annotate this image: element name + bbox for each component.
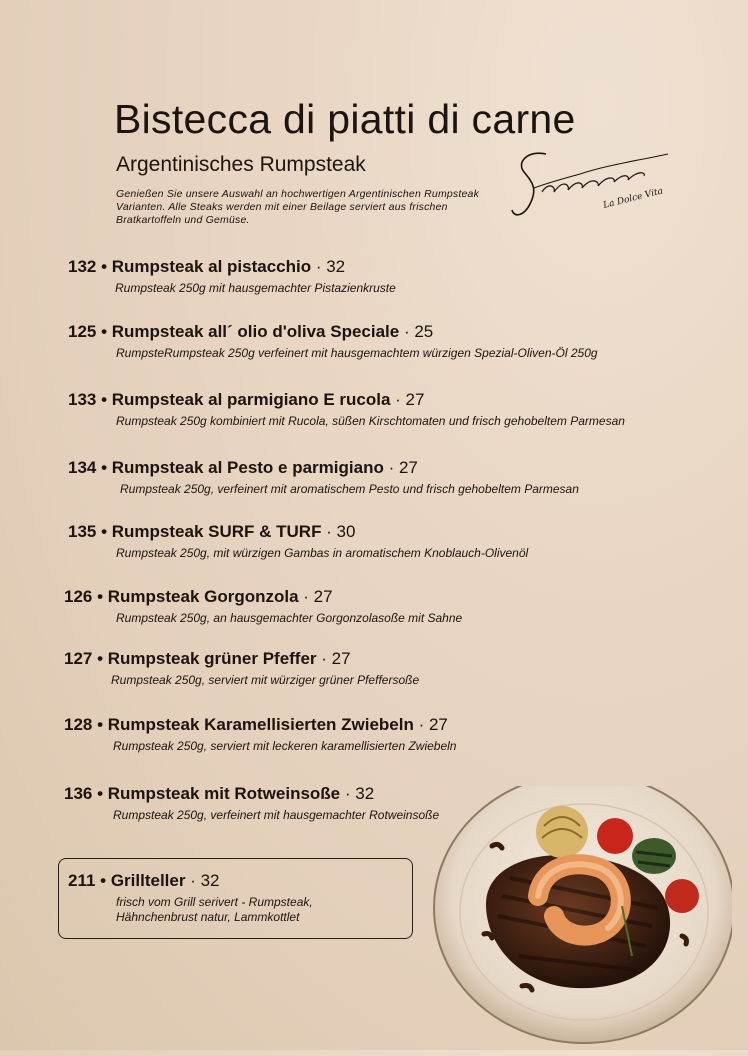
item-desc: Rumpsteak 250g, serviert mit leckeren karamellisierten Zwiebeln xyxy=(113,739,457,753)
item-name: 135 • Rumpsteak SURF & TURF xyxy=(68,522,322,541)
menu-item xyxy=(68,257,396,295)
item-desc: RumpsteRumpsteak 250g verfeinert mit hausgemachtem würzigen Spezial-Oliven-Öl 250g xyxy=(116,346,598,360)
item-name: 128 • Rumpsteak Karamellisierten Zwiebeln xyxy=(64,715,414,734)
item-desc: Rumpsteak 250g, an hausgemachter Gorgonzolasoße mit Sahne xyxy=(116,611,463,625)
item-desc: frisch vom Grill serivert - Rumpsteak, xyxy=(116,895,313,909)
intro-line: Varianten. Alle Steaks werden mit einer Beilage serviert aus frischen xyxy=(116,201,448,213)
menu-item xyxy=(68,522,528,560)
menu-item xyxy=(68,390,625,428)
item-price: · 32 xyxy=(311,257,346,276)
item-name: 134 • Rumpsteak al Pesto e parmigiano xyxy=(68,458,384,477)
item-price: · 25 xyxy=(399,322,434,341)
item-name: 126 • Rumpsteak Gorgonzola xyxy=(64,587,299,606)
item-name: 127 • Rumpsteak grüner Pfeffer xyxy=(64,649,317,668)
item-price: · 32 xyxy=(340,784,375,803)
page-subtitle: Argentinisches Rumpsteak xyxy=(116,153,366,176)
intro-line: Bratkartoffeln und Gemüse. xyxy=(116,214,250,226)
item-desc: Rumpsteak 250g, mit würzigen Gambas in aromatischem Knoblauch-Olivenöl xyxy=(116,546,529,560)
page-title: Bistecca di piatti di carne xyxy=(114,96,576,142)
menu-item xyxy=(68,458,579,496)
item-name: 136 • Rumpsteak mit Rotweinsoße xyxy=(64,784,341,803)
signature-logo xyxy=(508,148,676,226)
item-price: · 32 xyxy=(185,871,220,890)
item-name: 132 • Rumpsteak al pistacchio xyxy=(68,257,312,276)
item-price: · 27 xyxy=(316,649,351,668)
item-desc: Rumpsteak 250g, verfeinert mit aromatischem Pesto und frisch gehobeltem Parmesan xyxy=(120,482,579,496)
steak-plate-image xyxy=(432,786,732,1056)
intro-text xyxy=(116,188,516,227)
item-price: · 27 xyxy=(383,458,418,477)
item-desc: Rumpsteak 250g kombiniert mit Rucola, süßen Kirschtomaten und frisch gehobeltem Parmesan xyxy=(116,414,625,428)
signature-sub: La Dolce Vita xyxy=(602,186,665,211)
item-name: 211 • Grillteller xyxy=(68,871,186,890)
item-price: · 30 xyxy=(321,522,356,541)
item-desc: Rumpsteak 250g mit hausgemachter Pistazienkruste xyxy=(115,281,396,295)
menu-item xyxy=(68,871,313,924)
item-desc: Hähnchenbrust natur, Lammkottlet xyxy=(116,910,300,924)
menu-item xyxy=(64,784,439,822)
item-price: · 27 xyxy=(390,390,425,409)
item-price: · 27 xyxy=(298,587,333,606)
menu-item xyxy=(64,715,456,753)
item-price: · 27 xyxy=(413,715,448,734)
intro-line: Genießen Sie unsere Auswahl an hochwertigen Argentinischen Rumpsteak xyxy=(116,188,480,200)
item-name: 133 • Rumpsteak al parmigiano E rucola xyxy=(68,390,391,409)
item-desc: Rumpsteak 250g, verfeinert mit hausgemachter Rotweinsoße xyxy=(113,808,440,822)
menu-item xyxy=(68,322,598,360)
item-desc: Rumpsteak 250g, serviert mit würziger grüner Pfeffersoße xyxy=(111,673,420,687)
menu-item xyxy=(64,587,462,625)
item-name: 125 • Rumpsteak all´ olio d'oliva Speciale xyxy=(68,322,400,341)
menu-item xyxy=(64,649,419,687)
